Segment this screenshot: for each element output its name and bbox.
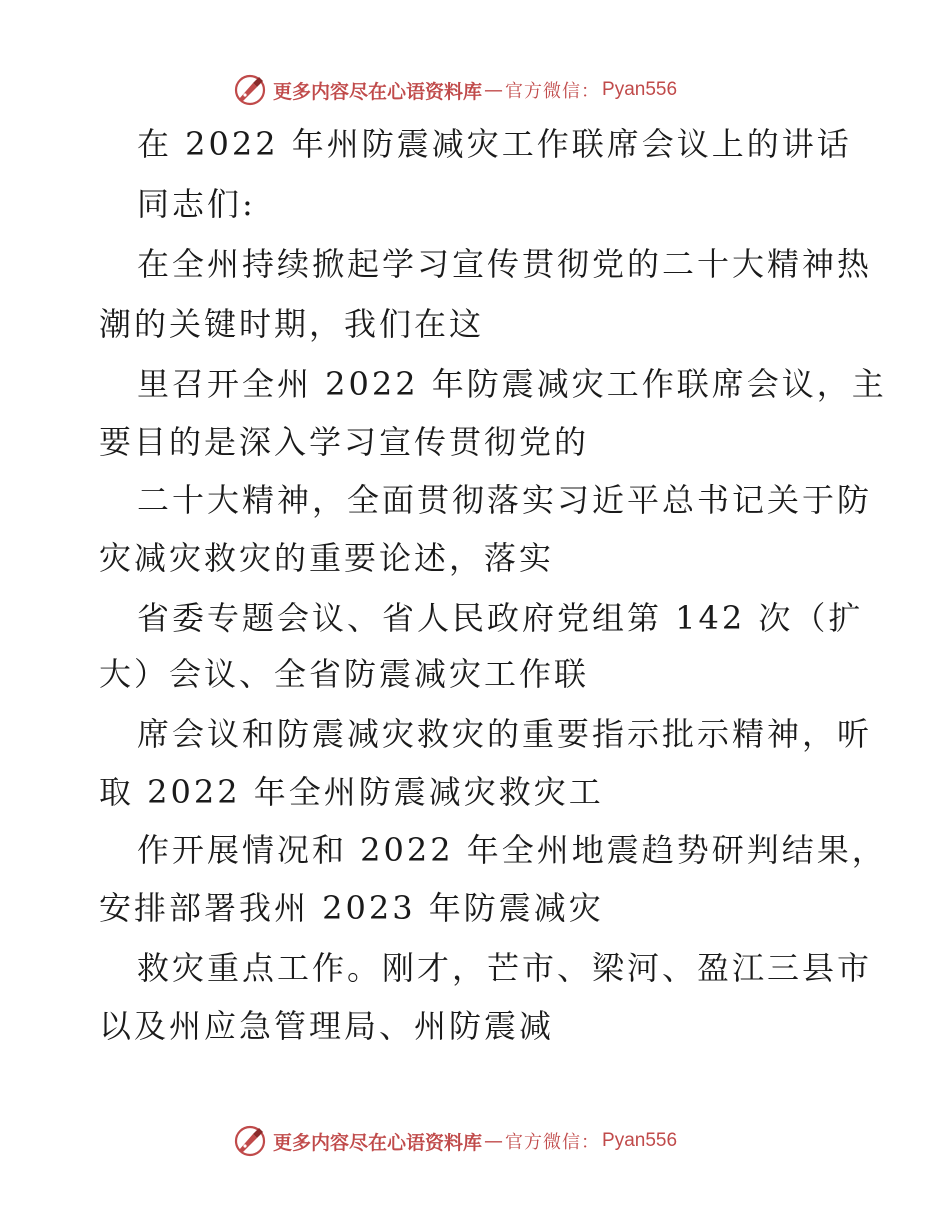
watermark-footer: [233, 1121, 677, 1161]
paragraph-line: 取 2022 年全州防震减灾救灾工: [99, 773, 604, 811]
paragraph-line: 以及州应急管理局、州防震减: [99, 1007, 555, 1045]
watermark-header: [233, 70, 677, 110]
watermark-main-text: 更多内容尽在心语资料库: [273, 80, 483, 103]
paragraph-line: 里召开全州 2022 年防震减灾工作联席会议，主: [137, 365, 887, 403]
watermark-label: 官方微信：: [505, 81, 601, 102]
paragraph-line: 大）会议、全省防震减灾工作联: [99, 655, 590, 693]
watermark-dash: —: [484, 1130, 504, 1152]
watermark-dash: —: [484, 79, 504, 101]
pen-logo-icon: [233, 1124, 267, 1158]
paragraph-line: 救灾重点工作。刚才，芒市、梁河、盈江三县市: [137, 949, 873, 987]
paragraph-line: 二十大精神，全面贯彻落实习近平总书记关于防: [137, 481, 873, 519]
paragraph-line: 潮的关键时期，我们在这: [99, 305, 485, 343]
paragraph-line: 作开展情况和 2022 年全州地震趋势研判结果，: [137, 831, 887, 869]
watermark-label: 官方微信：: [505, 1132, 601, 1153]
paragraph-line: 省委专题会议、省人民政府党组第 142 次（扩: [137, 599, 864, 637]
watermark-wechat-id: Pyan556: [602, 79, 678, 100]
watermark-main-text: 更多内容尽在心语资料库: [273, 1131, 483, 1154]
watermark-wechat-id: Pyan556: [602, 1130, 678, 1151]
paragraph-line: 灾减灾救灾的重要论述，落实: [99, 539, 555, 577]
document-title: 在 2022 年州防震减灾工作联席会议上的讲话: [137, 125, 852, 163]
paragraph-line: 席会议和防震减灾救灾的重要指示批示精神，听: [137, 715, 873, 753]
paragraph-line: 要目的是深入学习宣传贯彻党的: [99, 423, 590, 461]
paragraph-line: 在全州持续掀起学习宣传贯彻党的二十大精神热: [137, 245, 873, 283]
pen-logo-icon: [233, 73, 267, 107]
salutation: 同志们:: [137, 185, 256, 223]
paragraph-line: 安排部署我州 2023 年防震减灾: [99, 889, 604, 927]
